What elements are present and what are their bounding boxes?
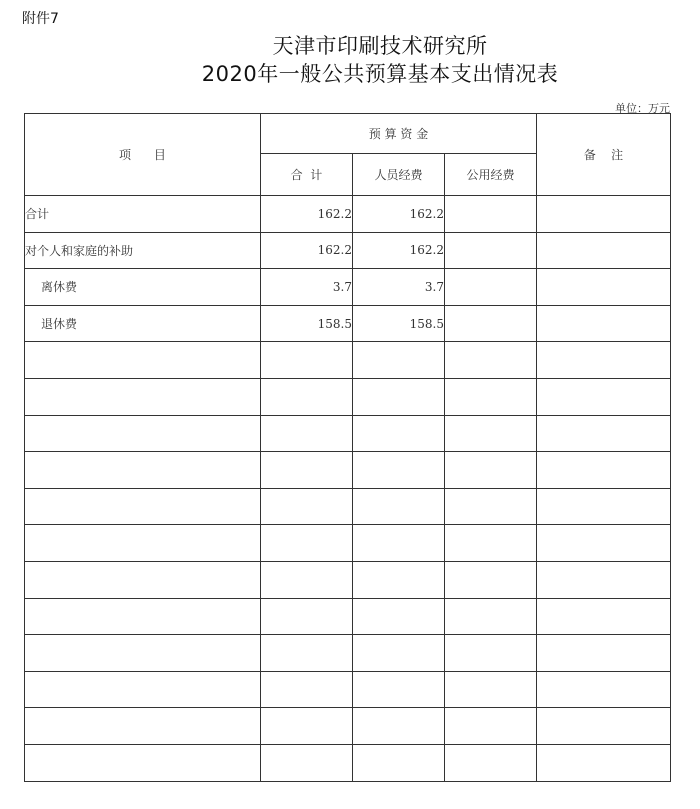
budget-expenditure-table [24, 113, 671, 782]
total-cell: 3.7 [261, 269, 353, 306]
remarks-cell [537, 378, 671, 415]
item-name-cell [25, 378, 261, 415]
item-name-cell [25, 598, 261, 635]
item-name-cell [25, 708, 261, 745]
item-name-cell [25, 452, 261, 489]
total-cell [261, 744, 353, 781]
remarks-cell [537, 452, 671, 489]
public-expenses-cell [445, 415, 537, 452]
item-name-cell [25, 635, 261, 672]
remarks-cell [537, 708, 671, 745]
header-budget-funds: 预 算 资 金 [261, 114, 537, 154]
public-expenses-cell [445, 671, 537, 708]
total-cell [261, 342, 353, 379]
remarks-cell [537, 598, 671, 635]
remarks-cell [537, 488, 671, 525]
header-personnel-expenses: 人员经费 [353, 154, 445, 196]
total-cell [261, 635, 353, 672]
item-name-cell: 离休费 [25, 269, 261, 306]
remarks-cell [537, 269, 671, 306]
personnel-expenses-cell: 162.2 [353, 196, 445, 233]
table-row [25, 342, 671, 379]
header-total: 合 计 [261, 154, 353, 196]
public-expenses-cell [445, 342, 537, 379]
remarks-cell [537, 635, 671, 672]
personnel-expenses-cell [353, 744, 445, 781]
personnel-expenses-cell: 162.2 [353, 232, 445, 269]
remarks-cell [537, 196, 671, 233]
public-expenses-cell [445, 488, 537, 525]
unit-label: 单位：万元 [615, 102, 670, 115]
personnel-expenses-cell [353, 561, 445, 598]
document-title-line2: 2020年一般公共预算基本支出情况表 [201, 62, 559, 86]
header-remarks: 备 注 [537, 114, 671, 196]
personnel-expenses-cell: 3.7 [353, 269, 445, 306]
total-cell [261, 378, 353, 415]
total-cell [261, 671, 353, 708]
public-expenses-cell [445, 452, 537, 489]
total-cell [261, 708, 353, 745]
personnel-expenses-cell: 158.5 [353, 305, 445, 342]
table-row [25, 525, 671, 562]
public-expenses-cell [445, 269, 537, 306]
remarks-cell [537, 342, 671, 379]
personnel-expenses-cell [353, 452, 445, 489]
item-name-cell [25, 561, 261, 598]
personnel-expenses-cell [353, 342, 445, 379]
personnel-expenses-cell [353, 488, 445, 525]
personnel-expenses-cell [353, 708, 445, 745]
public-expenses-cell [445, 305, 537, 342]
item-name-cell [25, 342, 261, 379]
table-row [25, 415, 671, 452]
public-expenses-cell [445, 561, 537, 598]
table-row [25, 635, 671, 672]
remarks-cell [537, 744, 671, 781]
public-expenses-cell [445, 708, 537, 745]
item-name-cell: 合计 [25, 196, 261, 233]
public-expenses-cell [445, 598, 537, 635]
table-body [25, 196, 671, 782]
personnel-expenses-cell [353, 635, 445, 672]
remarks-cell [537, 305, 671, 342]
total-cell [261, 488, 353, 525]
document-title-line1: 天津市印刷技术研究所 [272, 34, 488, 58]
total-cell [261, 415, 353, 452]
table-row [25, 488, 671, 525]
table-row [25, 378, 671, 415]
total-cell [261, 452, 353, 489]
remarks-cell [537, 561, 671, 598]
table-row [25, 452, 671, 489]
public-expenses-cell [445, 525, 537, 562]
public-expenses-cell [445, 232, 537, 269]
item-name-cell: 对个人和家庭的补助 [25, 232, 261, 269]
total-cell [261, 561, 353, 598]
total-cell [261, 525, 353, 562]
remarks-cell [537, 232, 671, 269]
table-row [25, 708, 671, 745]
public-expenses-cell [445, 378, 537, 415]
personnel-expenses-cell [353, 415, 445, 452]
item-name-cell: 退休费 [25, 305, 261, 342]
table-row [25, 232, 671, 269]
public-expenses-cell [445, 196, 537, 233]
item-name-cell [25, 488, 261, 525]
header-public-expenses: 公用经费 [445, 154, 537, 196]
personnel-expenses-cell [353, 525, 445, 562]
total-cell [261, 598, 353, 635]
total-cell: 158.5 [261, 305, 353, 342]
table-row [25, 269, 671, 306]
table-row [25, 598, 671, 635]
remarks-cell [537, 671, 671, 708]
remarks-cell [537, 525, 671, 562]
total-cell: 162.2 [261, 196, 353, 233]
header-item: 项 目 [25, 114, 261, 196]
table-row [25, 561, 671, 598]
attachment-label: 附件7 [22, 11, 59, 27]
personnel-expenses-cell [353, 598, 445, 635]
personnel-expenses-cell [353, 671, 445, 708]
public-expenses-cell [445, 635, 537, 672]
item-name-cell [25, 415, 261, 452]
table-row [25, 744, 671, 781]
table-row [25, 671, 671, 708]
item-name-cell [25, 744, 261, 781]
table-row [25, 305, 671, 342]
remarks-cell [537, 415, 671, 452]
total-cell: 162.2 [261, 232, 353, 269]
public-expenses-cell [445, 744, 537, 781]
table-row [25, 196, 671, 233]
item-name-cell [25, 525, 261, 562]
item-name-cell [25, 671, 261, 708]
personnel-expenses-cell [353, 378, 445, 415]
